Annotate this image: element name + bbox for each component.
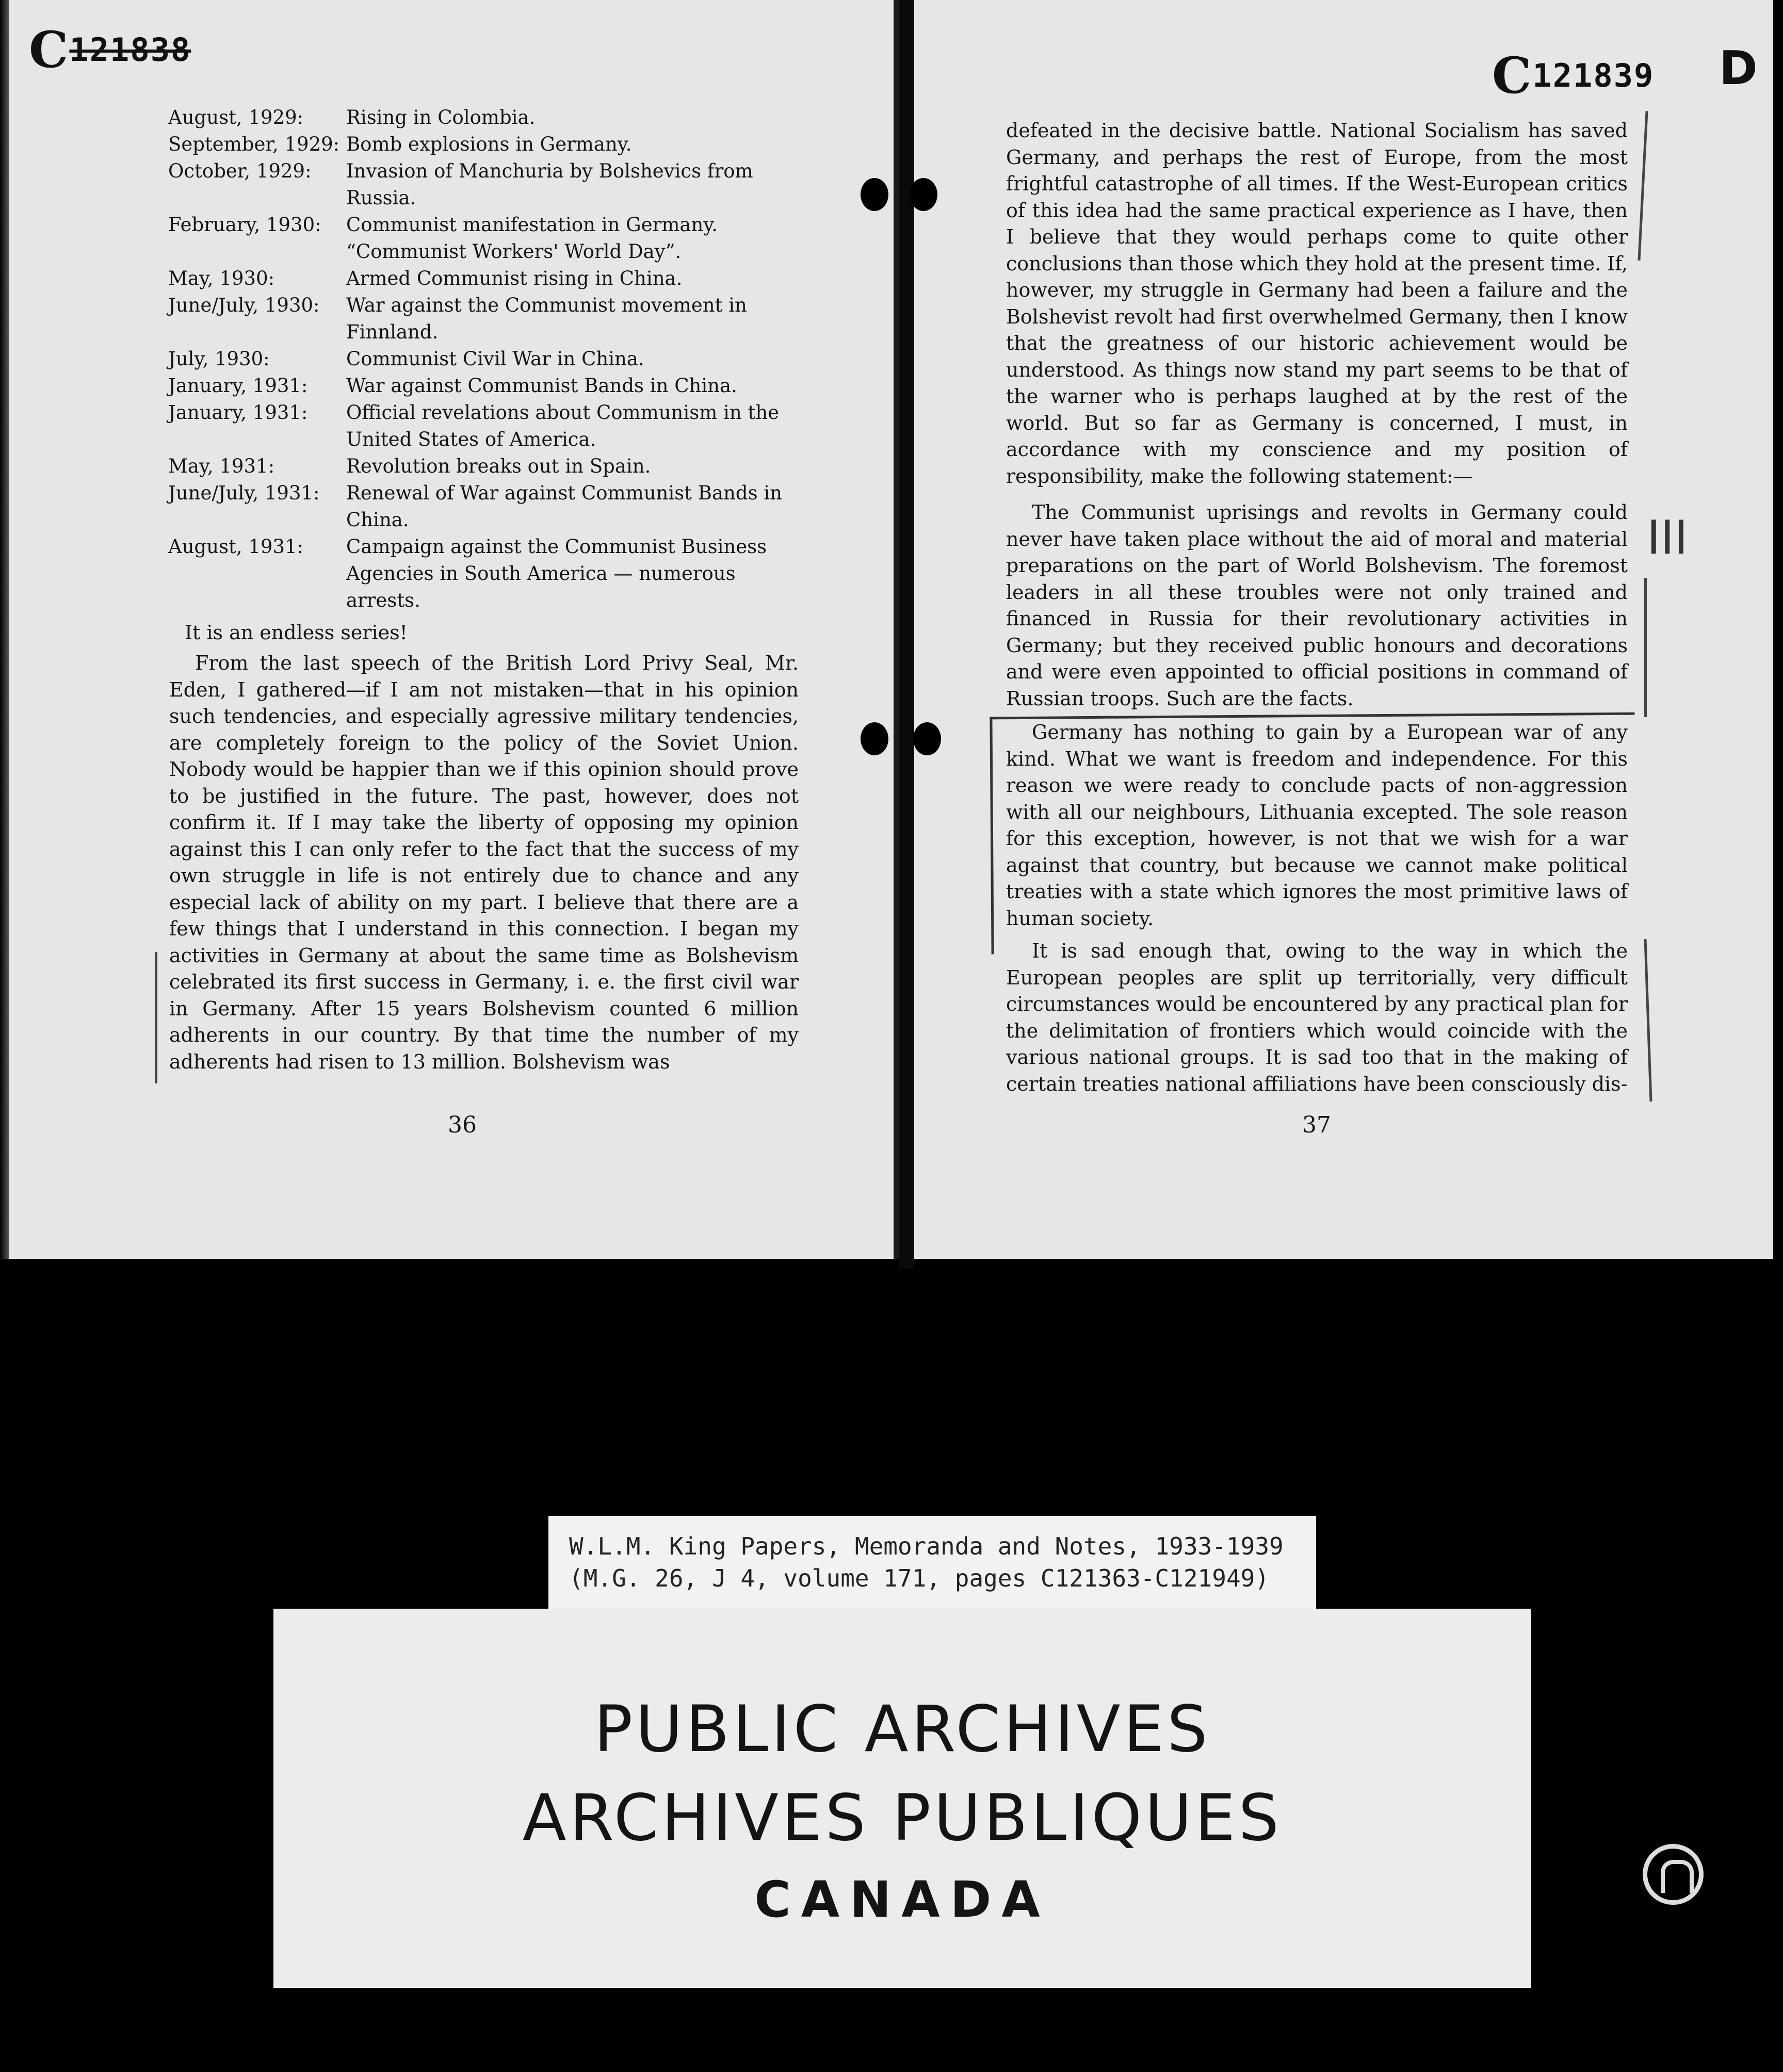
chronology-row xyxy=(168,104,805,131)
endless-series-text: It is an endless series! xyxy=(185,621,408,644)
chronology-row xyxy=(168,158,805,212)
pencil-box-mark xyxy=(990,713,1636,954)
margin-line xyxy=(1644,939,1652,1102)
code-number: 121839 xyxy=(1532,57,1655,94)
chronology-date: May, 1930: xyxy=(168,267,275,289)
margin-line xyxy=(1638,111,1648,261)
chronology-date: September, 1929: xyxy=(168,133,340,155)
chronology-event: Invasion of Manchuria by Bolshevics from Russia. xyxy=(346,160,753,209)
right-page-code xyxy=(1492,46,1654,105)
left-page-number: 36 xyxy=(448,1112,477,1138)
chronology-event: Communist manifestation in Germany. “Communist Workers' World Day”. xyxy=(346,214,718,263)
margin-line xyxy=(1644,578,1647,717)
right-paragraph-3: Germany has nothing to gain by a European war of any kind. What we want is freedom and independence. For this reason we were ready to conclude pacts of non-aggression with all our neighbours, Lithuania excepted. The sole reason for this exception, however, is not that we wish for a war against that country, but because we cannot make political treaties with a state which ignores the most primitive laws of human society. xyxy=(1006,721,1628,930)
chronology-event: Renewal of War against Communist Bands in China. xyxy=(346,482,782,531)
chronology-date: January, 1931: xyxy=(168,375,308,397)
card-line-3: CANADA xyxy=(754,1871,1050,1929)
chronology-date: August, 1929: xyxy=(168,106,304,128)
code-prefix: C xyxy=(29,21,70,79)
chronology-row xyxy=(168,453,805,480)
chronology-event: War against the Communist movement in Finnland. xyxy=(346,294,747,343)
chronology-date: July, 1930: xyxy=(168,348,270,370)
chronology-date: February, 1930: xyxy=(168,214,321,236)
chronology-date: June/July, 1931: xyxy=(168,482,320,504)
chronology-row xyxy=(168,533,805,614)
chronology-date: August, 1931: xyxy=(168,536,304,558)
right-paragraph-1: defeated in the decisive battle. National Socialism has saved Germany, and perhaps the rest of Europe, from the most frightful catastrophe of all times. If the West-European critics of this idea had the same practical experience as I have, then I believe that they would perhaps come to quite other conclusions than those which they hold at the present time. If, however, my struggle in Germany had been a failure and the Bolshevist revolt had first overwhelmed Germany, then I know that the greatness of our historic achievement would be understood. As things now stand my part seems to be that of the warner who is perhaps laughed at by the rest of the world. But so far as Germany is concerned, I must, in accordance with my conscience and my position of responsibility, make the following statement:— xyxy=(1006,119,1628,488)
right-paragraph-4: It is sad enough that, owing to the way in which the European peoples are split up territorially, very difficult circumstances would be encountered by any practical plan for the delimitation of frontiers which would coincide with the various national groups. It is sad too that in the making of certain treaties national affiliations have been consciously dis- xyxy=(1006,940,1628,1095)
chronology-event: Rising in Colombia. xyxy=(346,106,536,128)
chronology-event: Communist Civil War in China. xyxy=(346,348,644,370)
chronology-row xyxy=(168,346,805,373)
left-page-code xyxy=(29,21,191,79)
binding-hole xyxy=(910,178,937,211)
left-page xyxy=(9,0,899,1259)
chronology-row xyxy=(168,131,805,158)
chronology-row xyxy=(168,373,805,399)
chronology-event: War against Communist Bands in China. xyxy=(346,375,737,397)
chronology-date: June/July, 1930: xyxy=(168,294,320,316)
card-line-2: ARCHIVES PUBLIQUES xyxy=(522,1781,1283,1855)
chronology-row xyxy=(168,292,805,346)
binding-hole xyxy=(861,178,888,211)
binding-hole xyxy=(861,722,888,755)
chronology-event: Official revelations about Communism in the United States of America. xyxy=(346,401,780,450)
corner-mark: D xyxy=(1719,41,1758,95)
chronology-date: May, 1931: xyxy=(168,455,275,477)
chronology-event: Campaign against the Communist Business Agencies in South America — numerous arrests. xyxy=(346,536,767,611)
chronology-date: January, 1931: xyxy=(168,401,308,424)
pencil-mark-icon: ΙΙΙ xyxy=(1647,511,1688,565)
left-body-paragraph: From the last speech of the British Lord Privy Seal, Mr. Eden, I gathered—if I am not mistaken—that in his opinion such tendencies, and especially agressive military tendencies, are completely foreign to the policy of the Soviet Union. Nobody would be happier than we if this opinion should prove to be justified in the future. The past, however, does not confirm it. If I may take the liberty of opposing my opinion against this I can only refer to the fact that the success of my own struggle in life is not entirely due to chance and any especial lack of ability on my part. I believe that there are a few things that I understand in this connection. I began my activities in Germany at about the same time as Bolshevism celebrated its first success in Germany, i. e. the first civil war in Germany. After 15 years Bolshevism counted 6 million adherents in our country. By that time the number of my adherents had risen to 13 million. Bolshevism was xyxy=(169,652,799,1073)
chronology-row xyxy=(168,212,805,265)
chronology-event: Bomb explosions in Germany. xyxy=(346,133,632,155)
label-line-1: W.L.M. King Papers, Memoranda and Notes, 1933-1939 xyxy=(569,1532,1284,1560)
chronology-list xyxy=(168,104,805,614)
code-prefix: C xyxy=(1492,46,1533,105)
chronology-date: October, 1929: xyxy=(168,160,312,182)
right-page xyxy=(914,0,1773,1259)
archive-reference-label xyxy=(548,1516,1316,1616)
chronology-row xyxy=(168,265,805,292)
microfilm-logo-icon xyxy=(1643,1844,1704,1905)
binding-hole xyxy=(913,722,941,755)
chronology-row xyxy=(168,399,805,453)
label-line-2: (M.G. 26, J 4, volume 171, pages C121363-C121949) xyxy=(569,1564,1270,1592)
right-page-number: 37 xyxy=(1302,1112,1331,1138)
right-paragraph-2: The Communist uprisings and revolts in Germany could never have taken place without the aid of moral and material preparations on the part of World Bolshevism. The foremost leaders in all these troubles were not only trained and financed in Russia for their revolutionary activities in Germany; but they received public honours and decorations and were even appointed to official positions in command of Russian troops. Such are the facts. xyxy=(1006,501,1628,710)
chronology-event: Armed Communist rising in China. xyxy=(346,267,683,289)
code-number: 121838 xyxy=(69,31,191,69)
card-line-1: PUBLIC ARCHIVES xyxy=(594,1692,1211,1767)
margin-line xyxy=(155,952,157,1083)
chronology-row xyxy=(168,480,805,533)
public-archives-card xyxy=(273,1609,1531,1988)
chronology-event: Revolution breaks out in Spain. xyxy=(346,455,651,477)
